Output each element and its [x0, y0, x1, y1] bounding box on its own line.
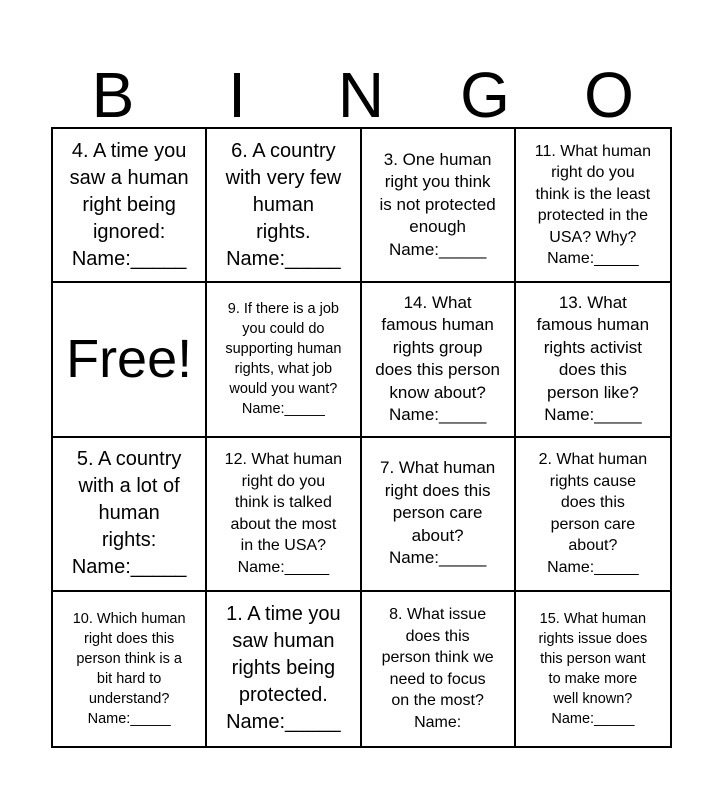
bingo-cell-r2c4: 13. What famous human rights activist does this person like? Name:_____ — [516, 283, 670, 437]
bingo-cell-r1c1: 4. A time you saw a human right being ignored: Name:_____ — [53, 129, 207, 283]
bingo-board — [51, 127, 672, 748]
bingo-cell-r4c3: 8. What issue does this person think we need to focus on the most? Name: — [362, 592, 516, 746]
bingo-cell-r1c2: 6. A country with very few human rights. Name:_____ — [207, 129, 361, 283]
bingo-cell-r1c3: 3. One human right you think is not protected enough Name:_____ — [362, 129, 516, 283]
bingo-cell-r3c1: 5. A country with a lot of human rights: Name:_____ — [53, 438, 207, 592]
bingo-cell-r3c2: 12. What human right do you think is talked about the most in the USA? Name:_____ — [207, 438, 361, 592]
bingo-cell-r4c2: 1. A time you saw human rights being protected. Name:_____ — [207, 592, 361, 746]
bingo-header — [51, 55, 671, 131]
header-letter-n: N — [337, 59, 385, 131]
header-letter-b: B — [91, 59, 135, 131]
free-cell: Free! — [53, 283, 207, 437]
bingo-cell-r2c2: 9. If there is a job you could do supporting human rights, what job would you want? Name:_____ — [207, 283, 361, 437]
bingo-cell-r4c1: 10. Which human right does this person think is a bit hard to understand? Name:_____ — [53, 592, 207, 746]
bingo-cell-r3c4: 2. What human rights cause does this person care about? Name:_____ — [516, 438, 670, 592]
bingo-cell-r2c3: 14. What famous human rights group does this person know about? Name:_____ — [362, 283, 516, 437]
bingo-cell-r1c4: 11. What human right do you think is the least protected in the USA? Why? Name:_____ — [516, 129, 670, 283]
header-letter-o: O — [584, 59, 634, 131]
bingo-cell-r3c3: 7. What human right does this person care about? Name:_____ — [362, 438, 516, 592]
bingo-cell-r4c4: 15. What human rights issue does this person want to make more well known? Name:_____ — [538, 610, 648, 727]
header-letter-g: G — [460, 59, 510, 131]
header-letter-i: I — [228, 59, 246, 131]
